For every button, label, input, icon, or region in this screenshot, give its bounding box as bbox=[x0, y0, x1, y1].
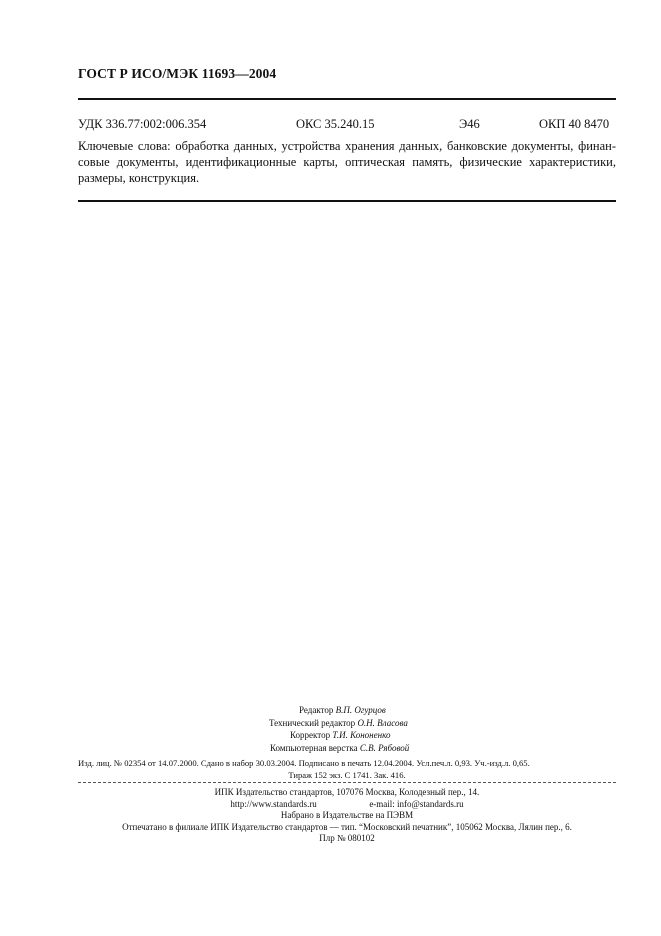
credit-person: С.В. Рябовой bbox=[359, 742, 410, 753]
udk-code: УДК 336.77:002:006.354 bbox=[78, 117, 207, 131]
imprint-publisher: ИПК Издательство стандартов, 107076 Москва, Колодезный пер., 14. bbox=[214, 787, 480, 797]
publication-info bbox=[78, 757, 616, 781]
credit-editor bbox=[299, 704, 386, 717]
imprint-block bbox=[78, 787, 616, 845]
credit-person: О.Н. Власова bbox=[357, 717, 408, 728]
imprint-license: Плр № 080102 bbox=[319, 833, 375, 844]
credit-person: Т.И. Кононенко bbox=[332, 730, 391, 740]
credit-role: Компьютерная верстка bbox=[270, 742, 358, 753]
credit-role: Редактор bbox=[299, 705, 334, 715]
website-link[interactable]: http://www.standards.ru bbox=[230, 798, 317, 809]
imprint-typeset: Набрано в Издательстве на ПЭВМ bbox=[280, 810, 414, 821]
credit-person: В.П. Огурцов bbox=[335, 705, 386, 715]
imprint-contacts bbox=[78, 799, 616, 811]
publication-line-2: Тираж 152 экз. С 1741. Зак. 416. bbox=[288, 770, 406, 780]
credit-role: Корректор bbox=[290, 730, 331, 740]
dashed-divider bbox=[78, 782, 616, 783]
credit-layout bbox=[270, 742, 409, 755]
oks-code: ОКС 35.240.15 bbox=[296, 117, 375, 131]
bottom-rule bbox=[78, 200, 616, 202]
email-link[interactable]: e-mail: info@standards.ru bbox=[369, 798, 464, 809]
publication-line-1: Изд. лиц. № 02354 от 14.07.2000. Сдано в набор 30.03.2004. Подписано в печать 12.04.2004. Усл.печ.л. 0,93. Уч.-изд.л. 0,65. bbox=[78, 758, 530, 768]
keywords-line-2: совые документы, идентификационные карты, оптическая память, физические характеристики, bbox=[78, 155, 616, 169]
keywords-line-3: размеры, конструкция. bbox=[78, 171, 200, 185]
e-code: Э46 bbox=[459, 117, 480, 131]
credit-corrector bbox=[290, 729, 390, 742]
keywords-line-1: Ключевые слова: обработка данных, устройства хранения данных, банковские документы, финан- bbox=[78, 139, 616, 153]
document-id: ГОСТ Р ИСО/МЭК 11693—2004 bbox=[78, 66, 277, 81]
credit-tech-editor bbox=[269, 717, 408, 730]
classification-codes-row bbox=[78, 117, 616, 133]
imprint-printed: Отпечатано в филиале ИПК Издательство стандартов — тип. “Московский печатник”, 105062 Москва, Лялин пер., 6. bbox=[122, 821, 572, 832]
credit-role: Технический редактор bbox=[269, 717, 356, 728]
okp-code: ОКП 40 8470 bbox=[539, 117, 610, 131]
keywords-paragraph bbox=[78, 138, 616, 186]
top-rule bbox=[78, 98, 616, 100]
